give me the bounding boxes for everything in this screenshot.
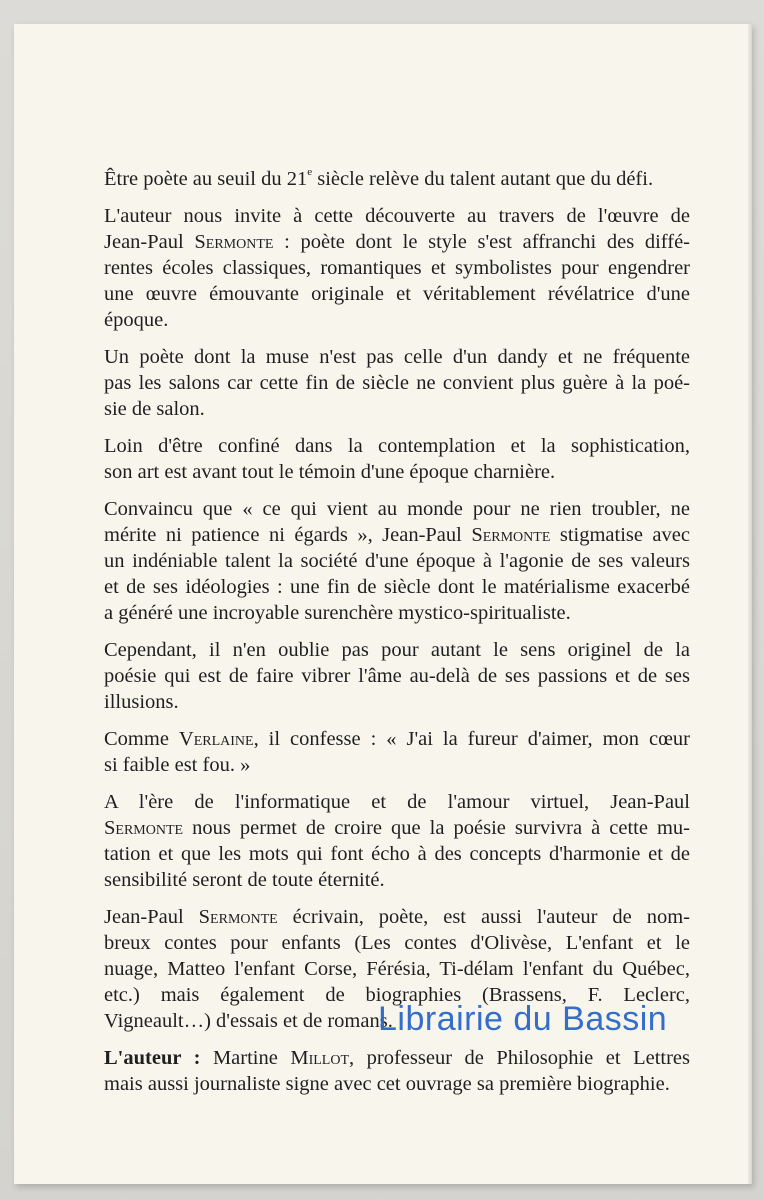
p6-line-3: illusions. [104, 691, 179, 713]
p6-line-1: Cependant, il n'en oublie pas pour autant le sens originel de la [104, 639, 690, 661]
paragraph-muse [104, 344, 690, 422]
paragraph-intro [104, 166, 690, 192]
blurb-text [104, 166, 690, 1108]
p8-line-3: tation et que les mots qui font écho à des concepts d'harmonie et de [104, 843, 690, 865]
paragraph-virtual [104, 789, 690, 893]
paragraph-verlaine [104, 726, 690, 778]
p8-line-4: sensibilité seront de toute éternité. [104, 869, 385, 891]
p9-line-5: Vigneault…) d'essais et de romans. [104, 1010, 393, 1032]
p9-line-4: etc.) mais également de biographies (Brassens, F. Leclerc, [104, 984, 690, 1006]
p9-line-1: Jean-Paul Sermonte écrivain, poète, est aussi l'auteur de nom- [104, 906, 690, 928]
p7-line-1: Comme Verlaine, il confesse : « J'ai la fureur d'aimer, mon cœur [104, 728, 690, 750]
p5-line-2: mérite ni patience ni égards », Jean-Paul Sermonte stigmatise avec [104, 524, 690, 546]
p3-line-3: sie de salon. [104, 398, 205, 420]
p5-line-5: a généré une incroyable surenchère mystico-spiritualiste. [104, 602, 571, 624]
p5-line-1: Convaincu que « ce qui vient au monde pour ne rien troubler, ne [104, 498, 690, 520]
paragraph-biographer [104, 1045, 690, 1097]
author-name: Sermonte [104, 817, 184, 839]
p2-line-3: rentes écoles classiques, romantiques et symbolistes pour engendrer [104, 257, 690, 279]
p5-line-3: un indéniable talent la société d'une époque à l'agonie de ses valeurs [104, 550, 690, 572]
p1-superscript: e [307, 166, 313, 179]
p2-line-2: Jean-Paul Sermonte : poète dont le style s'est affranchi des diffé- [104, 231, 691, 253]
p10-line-2: mais aussi journaliste signe avec cet ouvrage sa première biographie. [104, 1073, 670, 1095]
p4-line-1: Loin d'être confiné dans la contemplation et la sophistication, [104, 435, 690, 457]
p8-line-2: Sermonte nous permet de croire que la poésie survivra à cette mu- [104, 817, 690, 839]
p8-line-1: A l'ère de l'informatique et de l'amour virtuel, Jean-Paul [104, 791, 690, 813]
cover-edge [748, 24, 752, 1184]
author-name: Sermonte [194, 231, 274, 253]
author-name: Sermonte [471, 524, 551, 546]
auteur-label: L'auteur : [104, 1047, 201, 1069]
biographer-name: Millot [290, 1047, 350, 1069]
p6-line-2: poésie qui est de faire vibrer l'âme au-delà de ses passions et de ses [104, 665, 690, 687]
p5-line-4: et de ses idéologies : une fin de siècle dont le matérialisme exacerbé [104, 576, 690, 598]
p3-line-2: pas les salons car cette fin de siècle ne convient plus guère à la poé- [104, 372, 690, 394]
p4-line-2: son art est avant tout le témoin d'une époque charnière. [104, 461, 556, 483]
p2-line-5: époque. [104, 309, 169, 331]
paragraph-however [104, 637, 690, 715]
p1-text-b: siècle relève du talent autant que du défi. [312, 168, 654, 190]
paragraph-art [104, 433, 690, 485]
seller-watermark: Librairie du Bassin [378, 1000, 668, 1038]
paragraph-convinced [104, 496, 690, 626]
p9-line-2: breux contes pour enfants (Les contes d'Olivèse, L'enfant et le [104, 932, 690, 954]
verlaine-name: Verlaine [178, 728, 254, 750]
p7-line-2: si faible est fou. » [104, 754, 251, 776]
p9-line-3: nuage, Matteo l'enfant Corse, Férésia, Ti-délam l'enfant du Québec, [104, 958, 690, 980]
p2-line-4: une œuvre émouvante originale et véritablement révélatrice d'une [104, 283, 690, 305]
author-name: Sermonte [198, 906, 278, 928]
p3-line-1: Un poète dont la muse n'est pas celle d'un dandy et ne fréquente [104, 346, 690, 368]
paragraph-invitation [104, 203, 690, 333]
p1-text-a: Être poète au seuil du 21 [104, 168, 308, 190]
p2-line-1: L'auteur nous invite à cette découverte au travers de l'œuvre de [104, 205, 690, 227]
p10-line-1: L'auteur : Martine Millot, professeur de Philosophie et Lettres [104, 1047, 690, 1069]
